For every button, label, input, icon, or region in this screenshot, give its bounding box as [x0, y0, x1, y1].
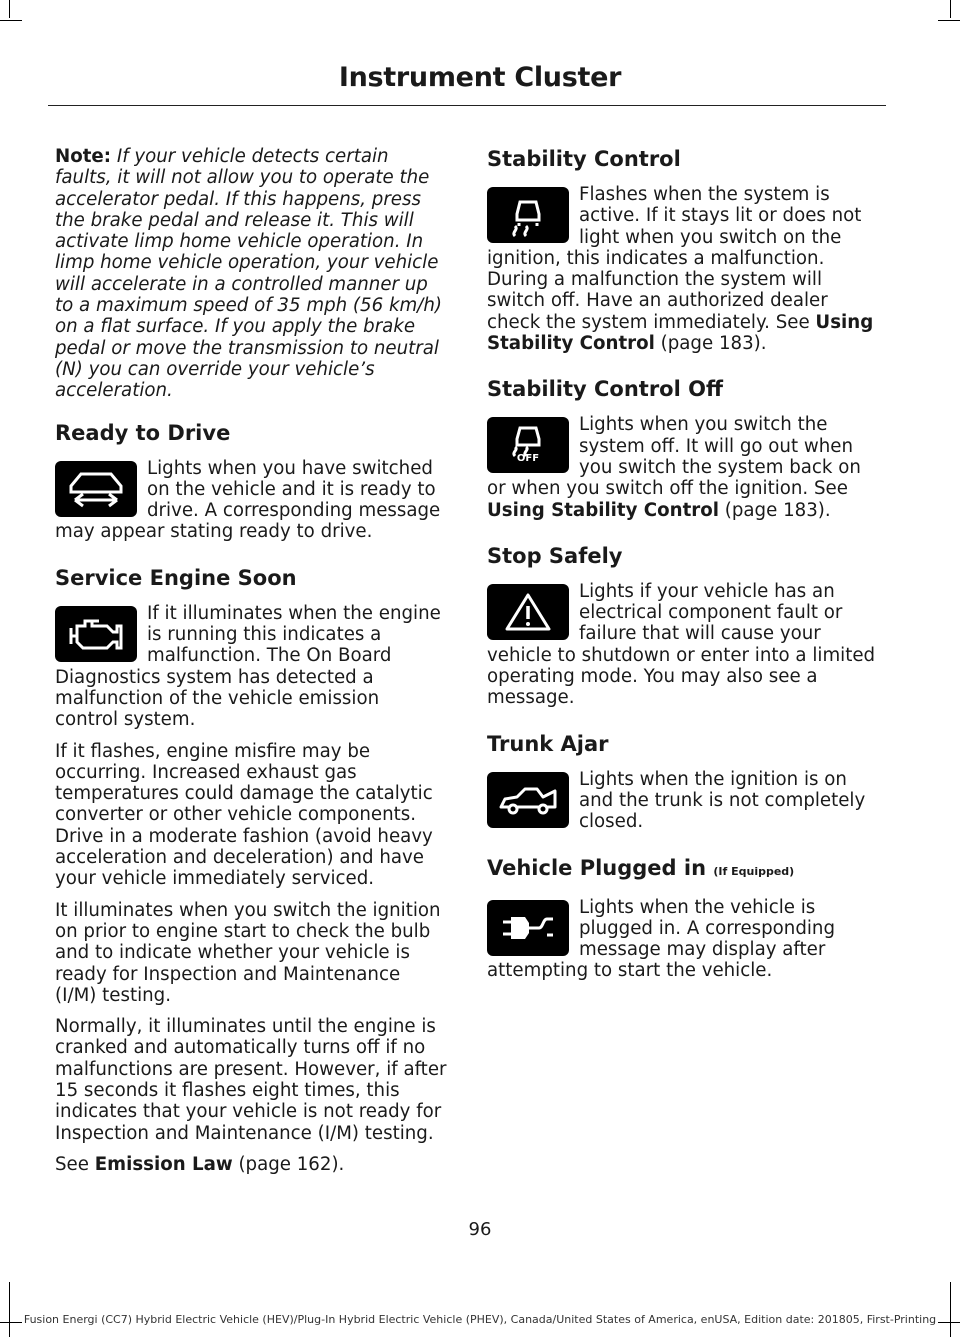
vehicle-plugged-title: Vehicle Plugged in — [487, 855, 707, 880]
stability-control-off-heading: Stability Control Off — [487, 377, 723, 402]
footer: Fusion Energi (CC7) Hybrid Electric Vehicle (HEV)/Plug-In Hybrid Electric Vehicle (PHEV), Canada/United States of America, enUSA, Edition date: 201805, First-Printing — [23, 1313, 937, 1326]
crop-mark — [950, 0, 951, 18]
emission-law-link[interactable]: Emission Law — [94, 1153, 233, 1175]
service-engine-see — [55, 1154, 447, 1175]
crop-mark — [9, 1282, 10, 1337]
ready-to-drive-icon — [55, 461, 137, 517]
header-rule — [48, 105, 886, 106]
service-engine-heading: Service Engine Soon — [55, 565, 297, 590]
service-engine-p3: It illuminates when you switch the ignition on prior to engine start to check the bulb and to indicate whether your vehicle is ready for Inspection and Maintenance (I/M) testing. — [55, 899, 441, 1006]
vehicle-plugged-text: Lights when the vehicle is plugged in. A corresponding message may display after attempting to start the vehicle. — [487, 896, 835, 982]
note-paragraph — [55, 146, 447, 402]
stability-control-off-icon — [487, 417, 569, 473]
stop-safely-text: Lights if your vehicle has an electrical component fault or failure that will cause your vehicle to shutdown or enter into a limited operating mode. You may also see a message. — [487, 580, 876, 709]
vehicle-plugged-section — [487, 855, 879, 982]
trunk-ajar-heading: Trunk Ajar — [487, 731, 609, 756]
ready-to-drive-text: Lights when you have switched on the vehicle and it is ready to drive. A corresponding message may appear stating ready to drive. — [55, 457, 441, 543]
stability-control-section — [487, 146, 879, 354]
note-label: Note: — [55, 146, 112, 167]
ready-to-drive-section — [55, 420, 447, 543]
service-engine-p2: If it flashes, engine misfire may be occurring. Increased exhaust gas temperatures could damage the catalytic converter or other vehicle components. Drive in a moderate fashion (avoid heavy acceleration and deceleration) and have your vehicle immediately serviced. — [55, 740, 433, 890]
using-stability-control-link[interactable]: Using Stability Control — [487, 311, 874, 355]
left-column — [55, 146, 447, 1197]
crop-mark — [950, 1282, 951, 1337]
service-engine-section — [55, 565, 447, 1175]
using-stability-control-link-2[interactable]: Using Stability Control — [487, 499, 719, 521]
crop-mark — [0, 20, 22, 21]
stability-control-suffix: (page 183). — [654, 333, 767, 355]
stability-off-body: Lights when you switch the system off. It will go out when you switch the system back on or when you switch off the ignition. See — [487, 414, 861, 500]
page-number: 96 — [468, 1219, 492, 1240]
stop-safely-section — [487, 543, 879, 709]
stop-safely-heading: Stop Safely — [487, 543, 623, 568]
stability-control-icon — [487, 187, 569, 243]
see-suffix: (page 162). — [232, 1153, 345, 1175]
service-engine-p4: Normally, it illuminates until the engine is cranked and automatically turns off if no malfunctions are present. However, if after 15 seconds it flashes eight times, this indicates that your vehicle is not ready for Inspection and Maintenance (I/M) testing. — [55, 1016, 447, 1144]
stability-control-body: Flashes when the system is active. If it stays lit or does not light when you switch on the ignition, this indicates a malfunction. During a malfunction the system will switch off. Have an authorized dealer check the system immediately. See — [487, 184, 862, 333]
crop-mark — [9, 0, 10, 18]
if-equipped-label: (If Equipped) — [713, 864, 795, 878]
crop-mark — [938, 20, 960, 21]
service-engine-p1: If it illuminates when the engine is running this indicates a malfunction. The On Board Diagnostics system has detected a malfunction of the vehicle emission control system. — [55, 602, 441, 731]
stability-off-suffix: (page 183). — [718, 499, 831, 521]
engine-icon — [55, 606, 137, 662]
stability-control-off-section — [487, 376, 879, 520]
stability-off-label: OFF — [516, 453, 540, 465]
trunk-ajar-section — [487, 731, 879, 833]
trunk-ajar-text: Lights when the ignition is on and the trunk is not completely closed. — [579, 768, 866, 833]
ready-to-drive-heading: Ready to Drive — [55, 420, 231, 445]
vehicle-plugged-heading — [487, 855, 879, 885]
right-column — [487, 146, 879, 1004]
stability-control-heading: Stability Control — [487, 147, 681, 171]
note-text: If your vehicle detects certain faults, it will not allow you to operate the accelerator pedal. If this happens, press the brake pedal and release it. This will activate limp home vehicle operation. In limp home vehicle operation, your vehicle will accelerate in a controlled manner up to a maximum speed of 35 mph (56 km/h) on a flat surface. If you apply the brake pedal or move the transmission to neutral (N) you can override your vehicle’s acceleration. — [55, 146, 442, 402]
trunk-ajar-icon — [487, 772, 569, 828]
plug-icon — [487, 900, 569, 956]
page-title: Instrument Cluster — [338, 62, 622, 93]
see-prefix: See — [55, 1153, 95, 1175]
warning-triangle-icon — [487, 584, 569, 640]
